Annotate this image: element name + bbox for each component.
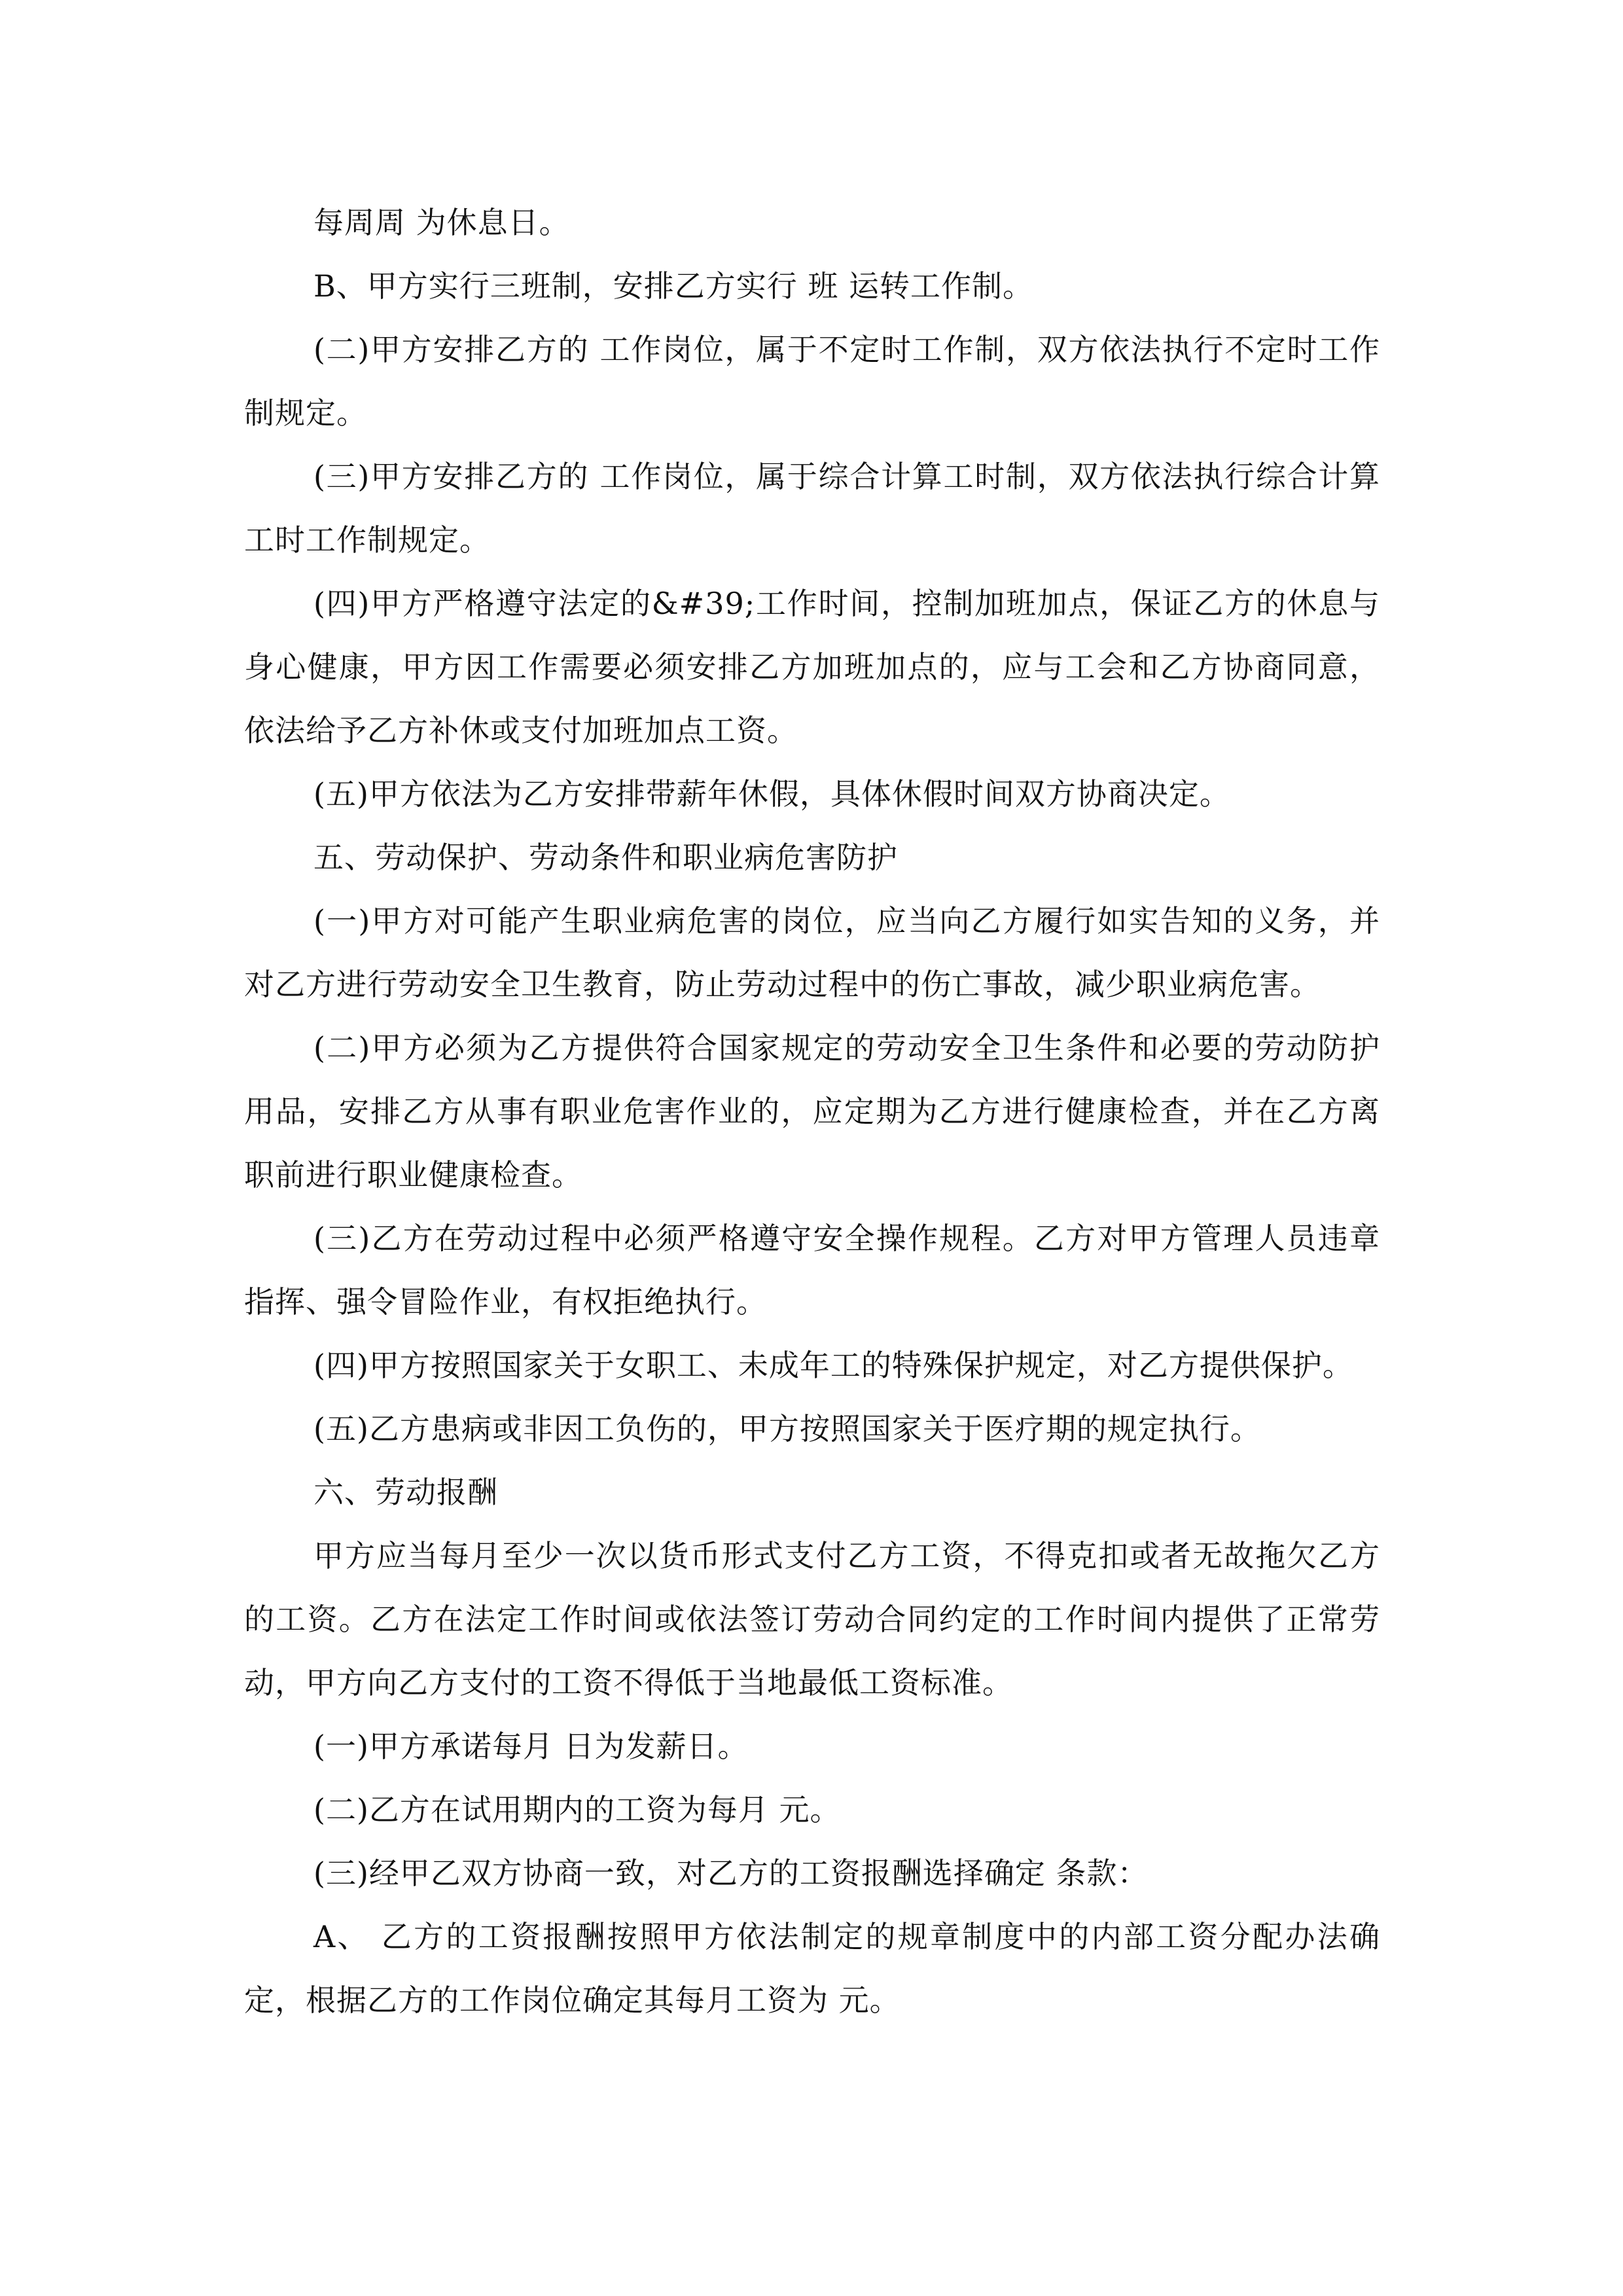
paragraph-option-a: A、 乙方的工资报酬按照甲方依法制定的规章制度中的内部工资分配办法确定，根据乙方的工作岗位确定其每月工资为 元。 <box>244 1919 1380 2018</box>
document-body <box>244 191 1380 2032</box>
paragraph-wage-payment: 甲方应当每月至少一次以货币形式支付乙方工资，不得克扣或者无故拖欠乙方的工资。乙方在法定工作时间或依法签订劳动合同约定的工作时间内提供了正常劳动，甲方向乙方支付的工资不得低于当地最低工资标准。 <box>244 1538 1380 1700</box>
paragraph-probation-wage: (二)乙方在试用期内的工资为每月 元。 <box>313 1792 841 1827</box>
paragraph-hazard-disclosure: (一)甲方对可能产生职业病危害的岗位，应当向乙方履行如实告知的义务，并对乙方进行劳动安全卫生教育，防止劳动过程中的伤亡事故，减少职业病危害。 <box>244 903 1380 1002</box>
paragraph-flexible-hours: (二)甲方安排乙方的 工作岗位，属于不定时工作制，双方依法执行不定时工作制规定。 <box>244 332 1380 431</box>
paragraph-overtime: (四)甲方严格遵守法定的&#39;工作时间，控制加班加点，保证乙方的休息与身心健康，甲方因工作需要必须安排乙方加班加点的，应与工会和乙方协商同意，依法给予乙方补休或支付加班加点工资。 <box>244 586 1380 748</box>
section-heading-labor-protection: 五、劳动保护、劳动条件和职业病危害防护 <box>313 840 898 875</box>
paragraph-special-protection: (四)甲方按照国家关于女职工、未成年工的特殊保护规定，对乙方提供保护。 <box>313 1348 1353 1383</box>
paragraph-payday: (一)甲方承诺每月 日为发薪日。 <box>313 1729 749 1764</box>
paragraph-comprehensive-hours: (三)甲方安排乙方的 工作岗位，属于综合计算工时制，双方依法执行综合计算工时工作制规定。 <box>244 459 1380 558</box>
paragraph-three-shift: B、甲方实行三班制，安排乙方实行 班 运转工作制。 <box>313 268 1034 304</box>
paragraph-safety-rules: (三)乙方在劳动过程中必须严格遵守安全操作规程。乙方对甲方管理人员违章指挥、强令冒险作业，有权拒绝执行。 <box>244 1221 1380 1319</box>
paragraph-wage-option: (三)经甲乙双方协商一致，对乙方的工资报酬选择确定 条款： <box>313 1856 1149 1891</box>
paragraph-safety-conditions: (二)甲方必须为乙方提供符合国家规定的劳动安全卫生条件和必要的劳动防护用品，安排乙方从事有职业危害作业的，应定期为乙方进行健康检查，并在乙方离职前进行职业健康检查。 <box>244 1030 1380 1193</box>
section-heading-remuneration: 六、劳动报酬 <box>313 1475 498 1510</box>
paragraph-annual-leave: (五)甲方依法为乙方安排带薪年休假，具体休假时间双方协商决定。 <box>313 776 1230 812</box>
paragraph-medical-period: (五)乙方患病或非因工负伤的，甲方按照国家关于医疗期的规定执行。 <box>313 1411 1261 1446</box>
paragraph-rest-days: 每周周 为休息日。 <box>313 205 570 240</box>
